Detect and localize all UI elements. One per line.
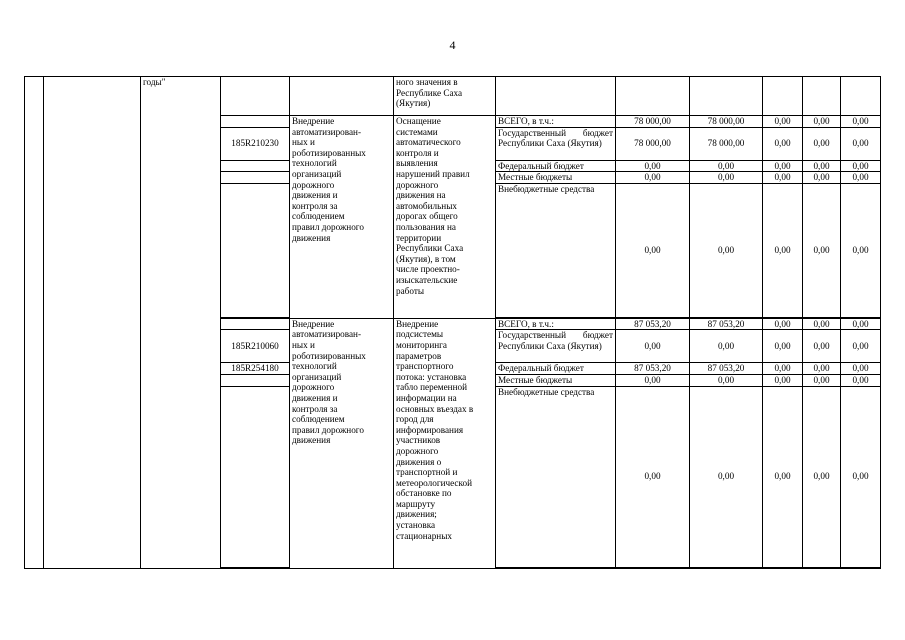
blank-cell xyxy=(803,77,841,116)
text-line: основных въездах в xyxy=(396,403,474,414)
text-line: Оснащение xyxy=(396,116,441,126)
text-line: параметров xyxy=(396,350,442,361)
text-line: ных и xyxy=(292,339,315,350)
text-line: автоматического xyxy=(396,137,461,148)
text-line: дорожного xyxy=(292,179,335,190)
text-line: выявления xyxy=(396,158,438,169)
blank-cell xyxy=(221,77,290,116)
value-cell: 0,00 xyxy=(763,363,803,375)
funding-source: Внебюджетные средства xyxy=(496,386,616,567)
value-cell: 0,00 xyxy=(690,386,763,567)
value-cell: 0,00 xyxy=(690,374,763,386)
code-cell: 185R210060 xyxy=(221,330,290,363)
value-cell: 0,00 xyxy=(803,374,841,386)
blank-cell xyxy=(496,77,616,116)
value-cell: 0,00 xyxy=(616,386,690,567)
text-line: технологий xyxy=(292,158,337,169)
text-line: контроля и xyxy=(396,147,439,158)
text-line: информации на xyxy=(396,392,457,403)
text-line: Республики Саха xyxy=(396,243,464,254)
measure-description xyxy=(394,116,496,319)
text-line: роботизированных xyxy=(292,147,366,158)
text-line: движения; xyxy=(396,509,437,520)
value-cell: 0,00 xyxy=(616,172,690,184)
text-line: числе проектно- xyxy=(396,264,460,275)
value-cell: 0,00 xyxy=(841,116,881,128)
value-cell: 0,00 xyxy=(803,127,841,160)
text-line: Внедрение xyxy=(292,318,335,329)
value-cell: 0,00 xyxy=(763,374,803,386)
value-cell: 0,00 xyxy=(803,318,841,330)
value-cell: 0,00 xyxy=(803,183,841,317)
code-cell: 185R254180 xyxy=(221,363,290,375)
code-cell xyxy=(221,160,290,172)
blank-cell xyxy=(690,77,763,116)
value-cell: 0,00 xyxy=(690,183,763,317)
text-line: организаций xyxy=(292,371,342,382)
spacer-cell xyxy=(496,567,881,568)
funding-source: Местные бюджеты xyxy=(496,374,616,386)
text-line: транспортного xyxy=(396,361,454,372)
code-cell xyxy=(221,318,290,330)
value-cell: 0,00 xyxy=(763,318,803,330)
funding-source: Федеральный бюджет xyxy=(496,363,616,375)
budget-table xyxy=(24,76,881,569)
funding-source: Государственный бюджет Республики Саха (Якутия) xyxy=(496,127,616,160)
text-line: подсистемы xyxy=(396,329,444,340)
value-cell: 0,00 xyxy=(616,160,690,172)
value-cell: 0,00 xyxy=(763,386,803,567)
text-line: транспортной и xyxy=(396,467,458,478)
text-line: автоматизирован- xyxy=(292,329,362,340)
text-line: (Якутия), в том xyxy=(396,253,456,264)
value-cell: 0,00 xyxy=(763,127,803,160)
text-line: движения xyxy=(292,435,331,446)
text-line: стационарных xyxy=(396,530,452,541)
text-line: дорожного xyxy=(396,445,439,456)
name-cell xyxy=(44,77,141,569)
value-cell: 78 000,00 xyxy=(690,127,763,160)
text-line: пользования на xyxy=(396,221,456,232)
code-cell xyxy=(221,386,290,567)
text-line: участников xyxy=(396,435,441,446)
value-cell: 0,00 xyxy=(763,172,803,184)
text-line: Внедрение xyxy=(396,318,439,329)
code-cell xyxy=(221,374,290,386)
funding-source: Местные бюджеты xyxy=(496,172,616,184)
table-row xyxy=(25,77,881,116)
value-cell: 0,00 xyxy=(803,116,841,128)
text-line: Республике Саха xyxy=(396,87,463,98)
text-line: движения о xyxy=(396,456,442,467)
text-line: ного значения в xyxy=(396,77,458,87)
text-line: автомобильных xyxy=(396,200,457,211)
text-line: Внедрение xyxy=(292,116,335,126)
text-line: движения xyxy=(292,232,331,243)
value-cell: 0,00 xyxy=(763,116,803,128)
value-cell: 87 053,20 xyxy=(690,318,763,330)
value-cell: 87 053,20 xyxy=(690,363,763,375)
value-cell: 0,00 xyxy=(690,172,763,184)
value-cell: 0,00 xyxy=(616,183,690,317)
text-line: территории xyxy=(396,232,442,243)
text-line: движения и xyxy=(292,190,338,201)
value-cell: 0,00 xyxy=(841,386,881,567)
blank-cell xyxy=(290,77,394,116)
page-number: 4 xyxy=(449,38,456,52)
value-cell: 78 000,00 xyxy=(690,116,763,128)
value-cell: 87 053,20 xyxy=(616,318,690,330)
code-cell xyxy=(221,183,290,317)
value-cell: 87 053,20 xyxy=(616,363,690,375)
value-cell: 0,00 xyxy=(841,374,881,386)
text-line: дорожного xyxy=(396,179,439,190)
text-line: движения и xyxy=(292,392,338,403)
text-line: (Якутия) xyxy=(396,98,431,109)
text-line: дорогах общего xyxy=(396,211,458,222)
text-line: потока: установка xyxy=(396,371,467,382)
value-cell: 0,00 xyxy=(841,160,881,172)
text-line: нарушений правил xyxy=(396,168,470,179)
index-cell xyxy=(25,77,44,569)
funding-source: ВСЕГО, в т.ч.: xyxy=(496,116,616,128)
value-cell: 0,00 xyxy=(616,330,690,363)
value-cell: 0,00 xyxy=(841,127,881,160)
text-line: технологий xyxy=(292,361,337,372)
value-cell: 0,00 xyxy=(763,330,803,363)
code-cell xyxy=(221,116,290,128)
value-cell: 78 000,00 xyxy=(616,127,690,160)
text-line: соблюдением xyxy=(292,414,345,425)
text-line: ных и xyxy=(292,137,315,148)
text-line: контроля за xyxy=(292,403,338,414)
text-line: маршруту xyxy=(396,498,436,509)
period-text: годы" xyxy=(143,77,166,87)
blank-cell xyxy=(841,77,881,116)
measure-description xyxy=(394,318,496,568)
funding-source: Государственный бюджет Республики Саха (Якутия) xyxy=(496,330,616,363)
text-line: установка xyxy=(396,520,436,531)
value-cell: 0,00 xyxy=(690,330,763,363)
value-cell: 0,00 xyxy=(841,318,881,330)
code-cell: 185R210230 xyxy=(221,127,290,160)
value-cell: 0,00 xyxy=(616,374,690,386)
text-line: информирования xyxy=(396,424,464,435)
value-cell: 0,00 xyxy=(763,183,803,317)
value-cell: 0,00 xyxy=(803,386,841,567)
text-line: организаций xyxy=(292,168,342,179)
value-cell: 0,00 xyxy=(690,160,763,172)
text-line: движения на xyxy=(396,190,446,201)
text-line: роботизированных xyxy=(292,350,366,361)
text-line: метеорологической xyxy=(396,477,473,488)
value-cell: 0,00 xyxy=(841,363,881,375)
value-cell: 0,00 xyxy=(763,160,803,172)
funding-source: Федеральный бюджет xyxy=(496,160,616,172)
text-line: город для xyxy=(396,414,434,425)
value-cell: 78 000,00 xyxy=(616,116,690,128)
value-cell: 0,00 xyxy=(803,330,841,363)
period-cell xyxy=(141,77,221,569)
value-cell: 0,00 xyxy=(841,330,881,363)
funding-source: ВСЕГО, в т.ч.: xyxy=(496,318,616,330)
text-line: дорожного xyxy=(292,382,335,393)
value-cell: 0,00 xyxy=(803,172,841,184)
measure-title xyxy=(290,318,394,568)
text-line: обстановке по xyxy=(396,488,452,499)
value-cell: 0,00 xyxy=(803,160,841,172)
text-line: работы xyxy=(396,285,425,296)
text-line: мониторинга xyxy=(396,339,448,350)
code-cell xyxy=(221,172,290,184)
blank-cell xyxy=(616,77,690,116)
text-line: автоматизирован- xyxy=(292,126,362,137)
value-cell: 0,00 xyxy=(803,363,841,375)
funding-source: Внебюджетные средства xyxy=(496,183,616,317)
text-line: соблюдением xyxy=(292,211,345,222)
value-cell: 0,00 xyxy=(841,172,881,184)
code-cell xyxy=(221,567,290,568)
text-line: системами xyxy=(396,126,438,137)
value-cell: 0,00 xyxy=(841,183,881,317)
text-line: табло переменной xyxy=(396,382,468,393)
text-line: изыскательские xyxy=(396,274,458,285)
text-line: правил дорожного xyxy=(292,221,364,232)
continuation-text xyxy=(394,77,496,116)
text-line: контроля за xyxy=(292,200,338,211)
text-line: правил дорожного xyxy=(292,424,364,435)
measure-title xyxy=(290,116,394,319)
blank-cell xyxy=(763,77,803,116)
